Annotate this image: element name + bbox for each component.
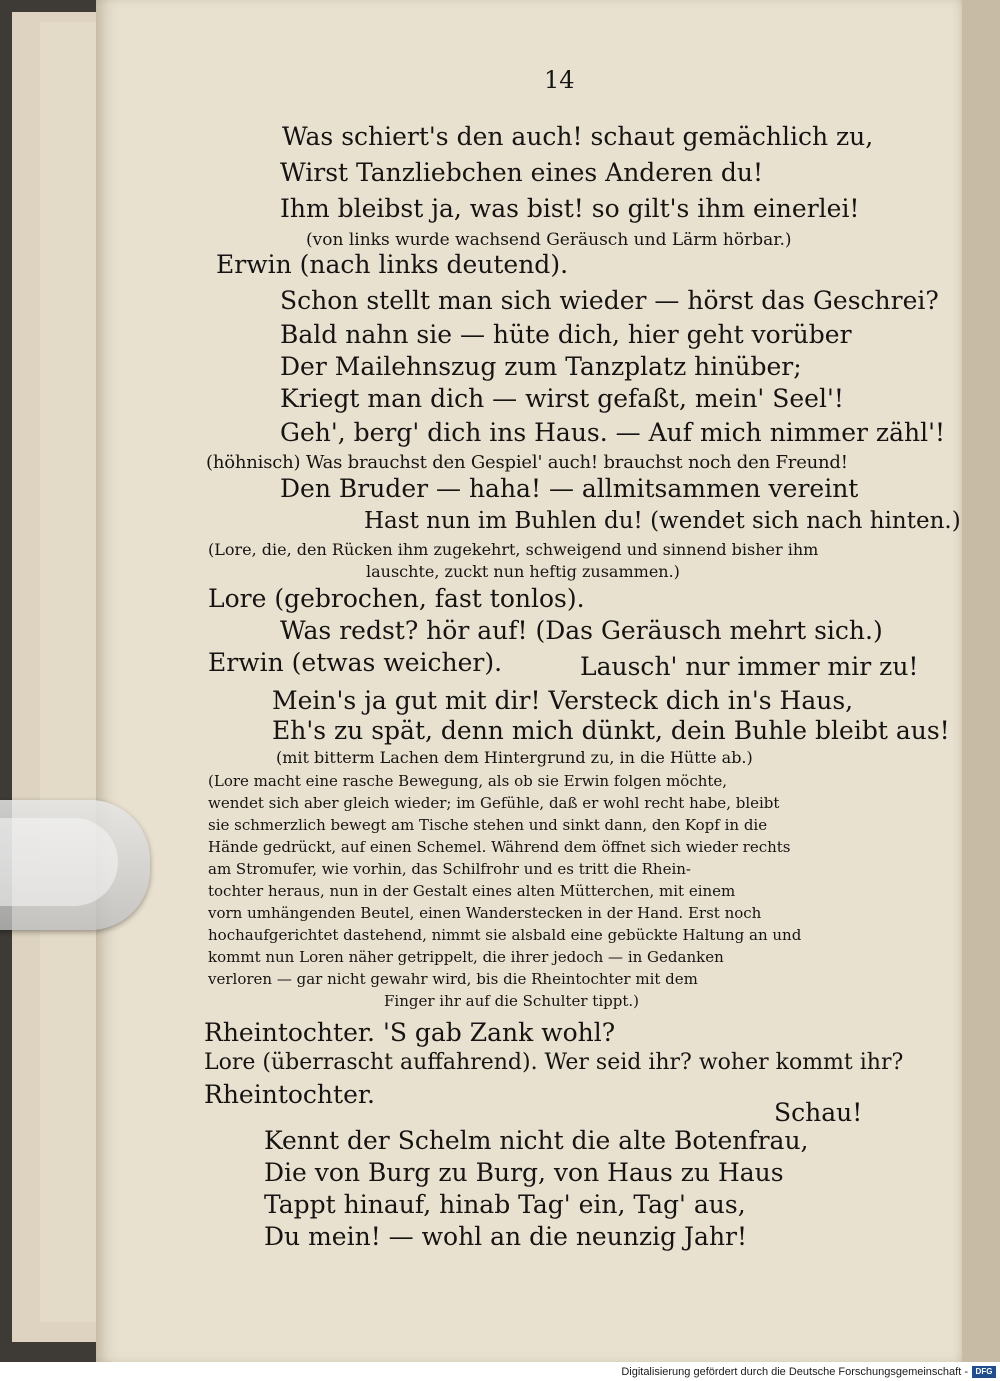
stage-direction: (von links wurde wachsend Geräusch und Lärm hörbar.) <box>306 230 792 250</box>
paper-clip <box>0 800 150 930</box>
text-line: Geh', berg' dich ins Haus. — Auf mich nimmer zähl'! <box>280 418 946 447</box>
text-line: Bald nahn sie — hüte dich, hier geht vorüber <box>280 320 852 349</box>
page-number: 14 <box>544 66 575 94</box>
text-line: (höhnisch) Was brauchst den Gespiel' auch! brauchst noch den Freund! <box>206 452 848 473</box>
stage-direction: lauschte, zuckt nun heftig zusammen.) <box>366 562 680 581</box>
speaker-line: Erwin (etwas weicher). <box>208 648 503 677</box>
text-line: Wirst Tanzliebchen eines Anderen du! <box>280 158 764 187</box>
stage-direction: am Stromufer, wie vorhin, das Schilfrohr und es tritt die Rhein- <box>208 860 691 878</box>
speaker-line: Lore (gebrochen, fast tonlos). <box>208 584 585 613</box>
speaker-line: Erwin (nach links deutend). <box>216 250 569 279</box>
paper-clip-highlight <box>0 818 118 906</box>
dfg-logo-icon: DFG <box>972 1366 996 1378</box>
text-line: Die von Burg zu Burg, von Haus zu Haus <box>264 1158 784 1187</box>
text-line: Kennt der Schelm nicht die alte Botenfrau, <box>264 1126 809 1155</box>
footer-credit: Digitalisierung gefördert durch die Deutsche Forschungsgemeinschaft - <box>621 1365 968 1378</box>
stage-direction: hochaufgerichtet dastehend, nimmt sie alsbald eine gebückte Haltung an und <box>208 926 802 944</box>
text-line: Was redst? hör auf! (Das Geräusch mehrt sich.) <box>280 616 883 645</box>
stage-direction: (mit bitterm Lachen dem Hintergrund zu, in die Hütte ab.) <box>276 748 753 767</box>
stage-direction: sie schmerzlich bewegt am Tische stehen und sinkt dann, den Kopf in die <box>208 816 768 834</box>
stage-direction: Hände gedrückt, auf einen Schemel. Während dem öffnet sich wieder rechts <box>208 838 791 856</box>
speaker-line: Rheintochter. <box>204 1080 376 1109</box>
text-line: Lausch' nur immer mir zu! <box>580 652 919 681</box>
text-line: Hast nun im Buhlen du! (wendet sich nach hinten.) <box>364 508 961 534</box>
text-line: Kriegt man dich — wirst gefaßt, mein' Seel'! <box>280 384 844 413</box>
text-line: Schon stellt man sich wieder — hörst das Geschrei? <box>280 286 939 315</box>
stage-direction: Finger ihr auf die Schulter tippt.) <box>384 992 639 1010</box>
text-line: Eh's zu spät, denn mich dünkt, dein Buhle bleibt aus! <box>272 716 950 745</box>
stage-direction: (Lore, die, den Rücken ihm zugekehrt, schweigend und sinnend bisher ihm <box>208 540 819 559</box>
text-line: Tappt hinauf, hinab Tag' ein, Tag' aus, <box>264 1190 746 1219</box>
speaker-line: Rheintochter. 'S gab Zank wohl? <box>204 1018 616 1047</box>
footer-bar <box>0 1362 1000 1381</box>
text-line: Was schiert's den auch! schaut gemächlich zu, <box>282 122 874 151</box>
book-page <box>96 0 962 1362</box>
stage-direction: tochter heraus, nun in der Gestalt eines alten Mütterchen, mit einem <box>208 882 736 900</box>
stage-direction: vorn umhängenden Beutel, einen Wanderstecken in der Hand. Erst noch <box>208 904 762 922</box>
text-line: Den Bruder — haha! — allmitsammen vereint <box>280 474 859 503</box>
stage-direction: kommt nun Loren näher getrippelt, die ihrer jedoch — in Gedanken <box>208 948 724 966</box>
text-line: Mein's ja gut mit dir! Versteck dich in's Haus, <box>272 686 854 715</box>
stage-direction: wendet sich aber gleich wieder; im Gefühle, daß er wohl recht habe, bleibt <box>208 794 780 812</box>
stage-direction: (Lore macht eine rasche Bewegung, als ob sie Erwin folgen möchte, <box>208 772 728 790</box>
text-line: Schau! <box>774 1098 863 1127</box>
speaker-line: Lore (überrascht auffahrend). Wer seid ihr? woher kommt ihr? <box>204 1050 904 1075</box>
stage-direction: verloren — gar nicht gewahr wird, bis die Rheintochter mit dem <box>208 970 698 988</box>
text-line: Der Mailehnszug zum Tanzplatz hinüber; <box>280 352 802 381</box>
text-line: Du mein! — wohl an die neunzig Jahr! <box>264 1222 748 1251</box>
text-line: Ihm bleibst ja, was bist! so gilt's ihm einerlei! <box>280 194 860 223</box>
